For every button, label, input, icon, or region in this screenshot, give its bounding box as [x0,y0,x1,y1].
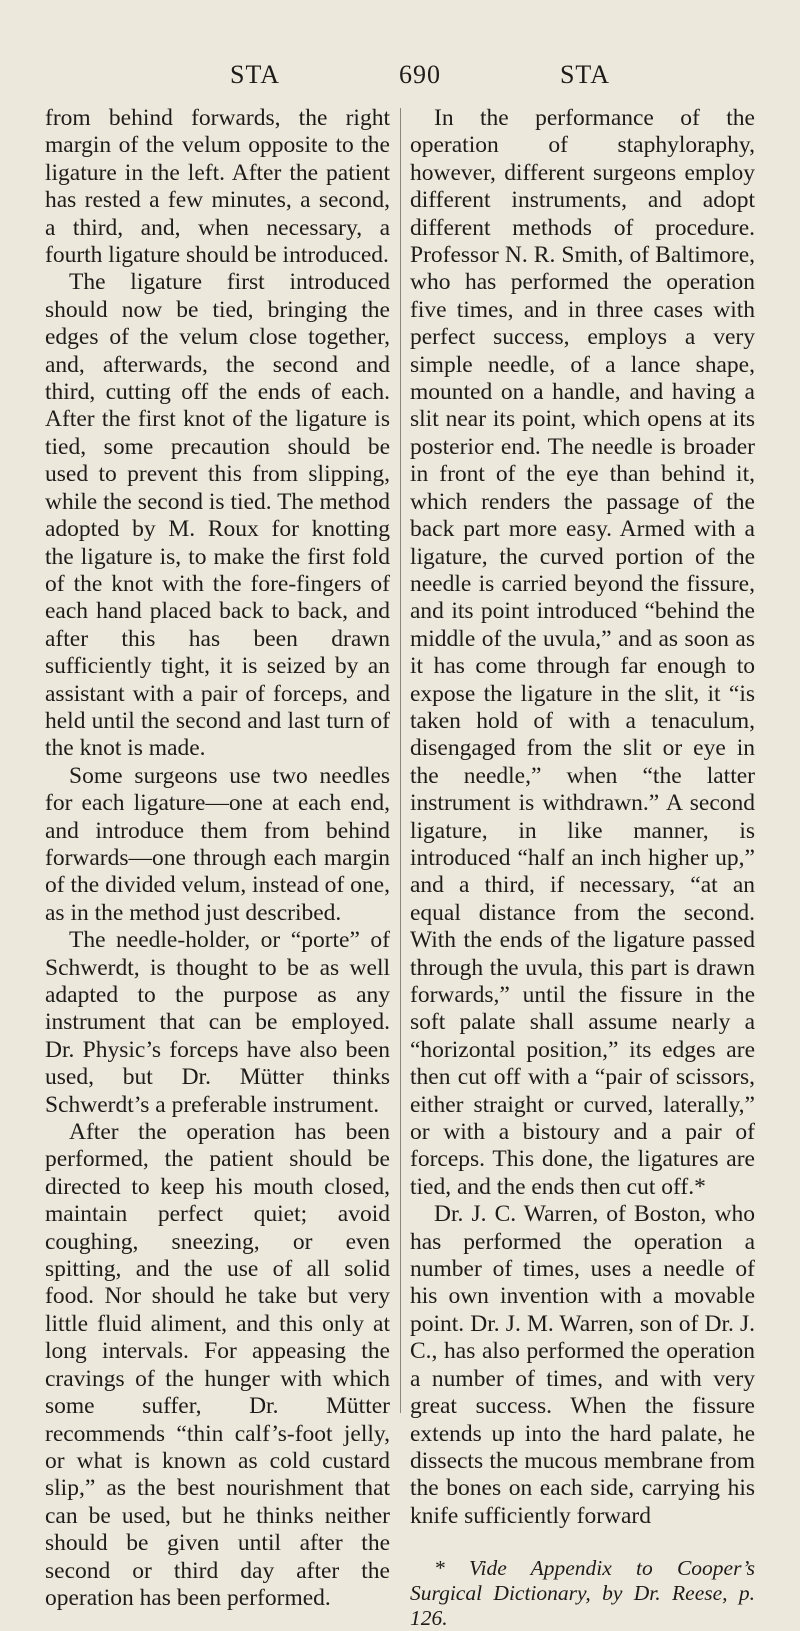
paragraph: The needle-holder, or “porte” of Schwerdt, is thought to be as well adapted to the purpose as any instrument that can be employed. Dr. Physic’s forceps have also been used, but Dr. Mütter thinks Schwerdt’s a preferable instrument. [45,927,390,1118]
page-number: 690 [399,60,441,89]
paragraph: Dr. J. C. Warren, of Boston, who has performed the operation a number of times, uses a needle of his own invention with a movable point. Dr. J. M. Warren, son of Dr. J. C., has also performed the operation a number of times, and with very great success. When the fissure extends up into the hard palate, he dissects the mucous membrane from the bones on each side, carrying his knife sufficiently forward [410,1201,755,1529]
paragraph: After the operation has been performed, the patient should be directed to keep his mouth closed, maintain perfect quiet; avoid coughing, sneezing, or even spitting, and the use of all solid food. Nor should he take but very little fluid aliment, and this only at long intervals. For appeasing the cravings of the hunger with which some suffer, Dr. Mütter recommends “thin calf’s-foot jelly, or what is known as cold custard slip,” as the best nourishment that can be used, but he thinks neither should be given until after the second or third day after the operation has been performed. [45,1119,390,1611]
paragraph: In the performance of the operation of staphyloraphy, however, different surgeons employ different instruments, and adopt different methods of procedure. Professor N. R. Smith, of Baltimore, who has performed the operation five times, and in three cases with perfect success, employs a very simple needle, of a lance shape, mounted on a handle, and having a slit near its point, which opens at its posterior end. The needle is broader in front of the eye than behind it, which renders the passage of the back part more easy. Armed with a ligature, the curved portion of the needle is carried beyond the fissure, and its point introduced “behind the middle of the uvula,” and as soon as it has come through far enough to expose the ligature in the slit, it “is taken hold of with a tenaculum, disengaged from the slit or eye in the needle,” when “the latter instrument is withdrawn.” A second ligature, in like manner, is introduced “half an inch higher up,” and a third, if necessary, “at an equal distance from the second. With the ends of the ligature passed through the uvula, this part is drawn forwards,” until the fissure in the soft palate shall assume nearly a “horizontal position,” its edges are then cut off with a “pair of scissors, either straight or curved, laterally,” or with a bistoury and a pair of forceps. This done, the ligatures are tied, and the ends then cut off.* [410,105,755,1200]
paragraph: Some surgeons use two needles for each ligature—one at each end, and introduce them from behind forwards—one through each margin of the divided velum, instead of one, as in the method just described. [45,762,390,926]
paragraph: from behind forwards, the right margin of the velum opposite to the ligature in the left. After the patient has rested a few minutes, a second, a third, and, when necessary, a fourth ligature should be introduced. [45,105,390,269]
right-column [410,105,755,1631]
column-divider [400,108,401,1413]
header-left: STA [230,60,281,89]
footnote: * Vide Appendix to Cooper’s Surgical Dictionary, by Dr. Reese, p. 126. [410,1556,755,1631]
header-right: STA [559,60,610,89]
paragraph: The ligature first introduced should now be tied, bringing the edges of the velum close together, and, afterwards, the second and third, cutting off the ends of each. After the first knot of the ligature is tied, some precaution should be used to prevent this from slipping, while the second is tied. The method adopted by M. Roux for knotting the ligature is, to make the first fold of the knot with the fore-fingers of each hand placed back to back, and after this has been drawn sufficiently tight, it is seized by an assistant with a pair of forceps, and held until the second and last turn of the knot is made. [45,269,390,762]
left-column [45,105,390,1612]
running-header [230,60,610,90]
